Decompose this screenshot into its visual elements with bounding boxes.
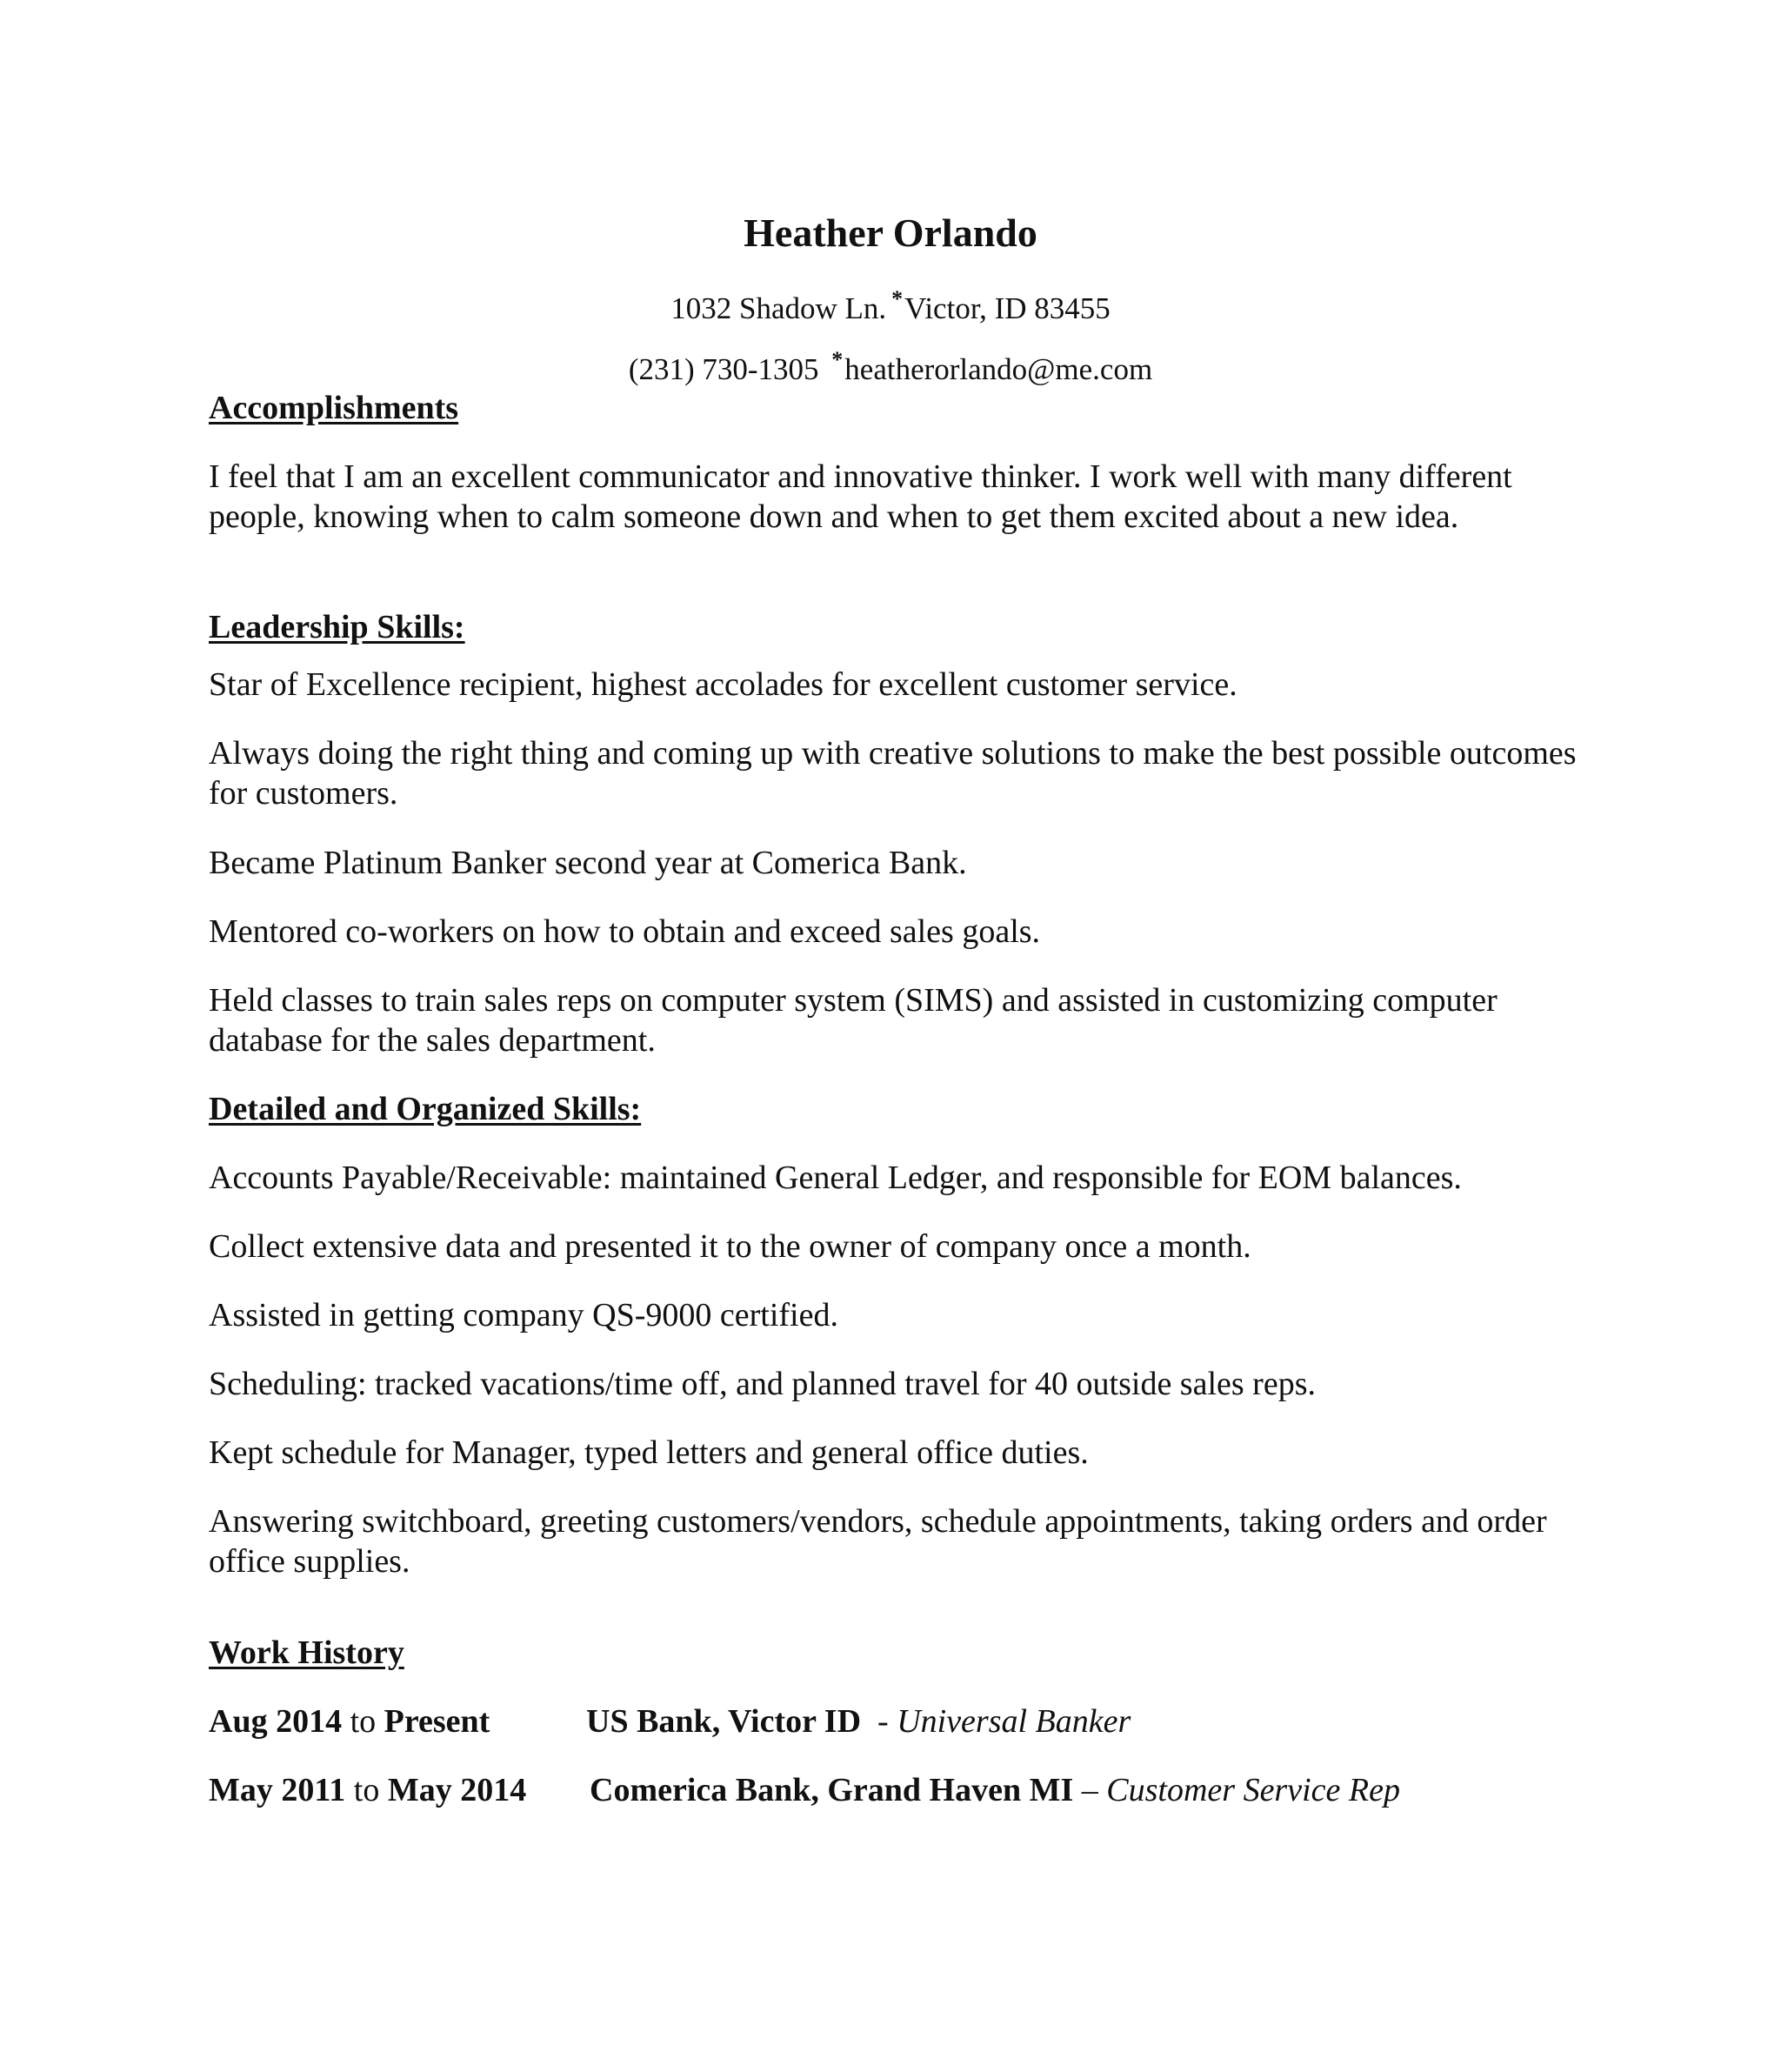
organized-item: Scheduling: tracked vacations/time off, and planned travel for 40 outside sales reps. [209, 1366, 1316, 1402]
job-dash: - [877, 1703, 889, 1740]
accomplishments-text: I feel that I am an excellent communicator and innovative thinker. I work well with many different people, knowing when to calm someone down and when to get them excited about a new idea. [209, 458, 1512, 535]
job-title: Customer Service Rep [1106, 1772, 1400, 1808]
work-history-heading: Work History [209, 1634, 404, 1671]
job-to: to [353, 1772, 380, 1808]
job-dates [209, 1701, 490, 1741]
leadership-item: Always doing the right thing and coming up with creative solutions to make the best possible outcomes for customers. [209, 735, 1577, 812]
leadership-item: Mentored co-workers on how to obtain and exceed sales goals. [209, 913, 1041, 950]
address-line [0, 280, 1781, 328]
job-dash: – [1081, 1772, 1098, 1808]
organized-item: Answering switchboard, greeting customers/vendors, schedule appointments, taking orders and order office supplies. [209, 1503, 1547, 1580]
job-start: May 2011 [209, 1772, 346, 1808]
email-address: heatherorlando@me.com [844, 352, 1153, 386]
leadership-item: Became Platinum Banker second year at Comerica Bank. [209, 845, 967, 881]
separator-star-icon: * [831, 347, 844, 372]
leadership-heading: Leadership Skills: [209, 609, 465, 645]
organized-item: Kept schedule for Manager, typed letters and general office duties. [209, 1434, 1089, 1471]
resume-name: Heather Orlando [744, 211, 1037, 255]
phone-number: (231) 730-1305 [628, 352, 819, 386]
job-to: to [350, 1703, 377, 1740]
accomplishments-heading: Accomplishments [209, 390, 459, 426]
leadership-item: Star of Excellence recipient, highest accolades for excellent customer service. [209, 666, 1237, 703]
organized-item: Accounts Payable/Receivable: maintained General Ledger, and responsible for EOM balances. [209, 1160, 1462, 1196]
street-address: 1032 Shadow Ln. [670, 291, 887, 325]
job-employer-line [590, 1770, 1400, 1810]
separator-star-icon: * [891, 286, 904, 311]
job-start: Aug 2014 [209, 1703, 343, 1740]
job-end: Present [384, 1703, 490, 1740]
leadership-item: Held classes to train sales reps on computer system (SIMS) and assisted in customizing computer database for the sales department. [209, 982, 1498, 1059]
job-employer: US Bank, Victor ID [586, 1703, 862, 1740]
phone-email-line [0, 341, 1781, 389]
job-employer-line [586, 1701, 1131, 1741]
job-employer: Comerica Bank, Grand Haven MI [590, 1772, 1074, 1808]
organized-item: Assisted in getting company QS-9000 certified. [209, 1297, 838, 1333]
organized-heading: Detailed and Organized Skills: [209, 1091, 642, 1127]
job-end: May 2014 [387, 1772, 527, 1808]
organized-item: Collect extensive data and presented it to the owner of company once a month. [209, 1228, 1251, 1265]
city-state-zip: Victor, ID 83455 [904, 291, 1111, 325]
job-title: Universal Banker [897, 1703, 1131, 1740]
job-dates [209, 1770, 526, 1810]
